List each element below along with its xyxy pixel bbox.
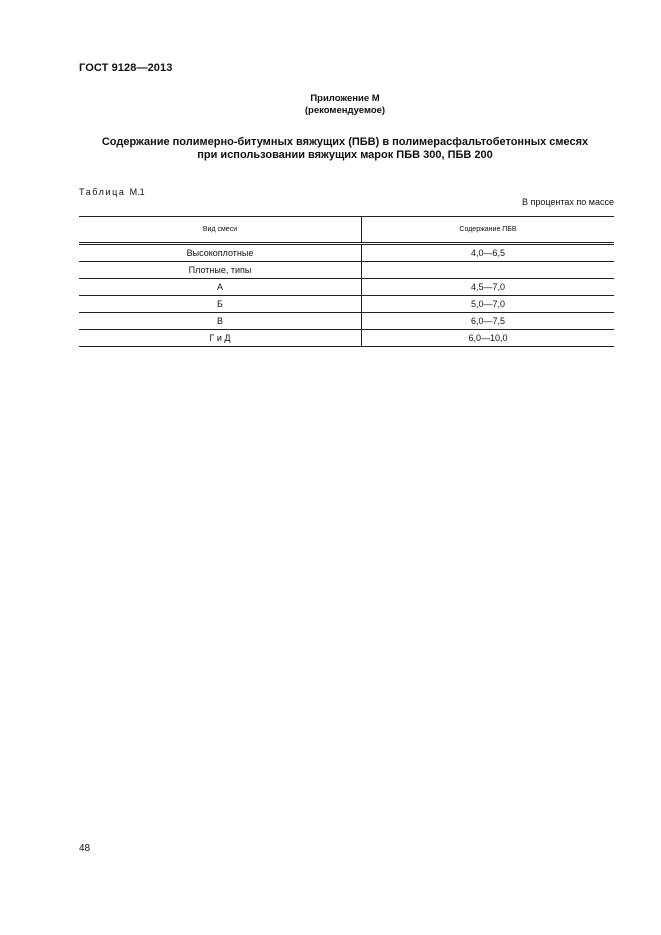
table-label (79, 187, 145, 197)
table-cell-binder-content: 6,0—10,0 (362, 330, 615, 347)
units-note: В процентах по массе (521, 197, 614, 207)
document-heading-line-1: Содержание полимерно-битумных вяжущих (ПБВ) в полимерасфальтобетонных смесях (101, 136, 589, 148)
table-cell-mix-type: Плотные, типы (79, 262, 362, 279)
document-heading (0, 136, 661, 162)
page-number: 48 (79, 843, 91, 854)
table-label-number: М.1 (129, 187, 145, 197)
appendix-status: (рекомендуемое) (304, 105, 386, 116)
table-label-word: Таблица (79, 187, 126, 197)
document-heading-line-2: при использовании вяжущих марок ПБВ 300, ПБВ 200 (197, 149, 493, 161)
column-header-binder-content: Содержание ПБВ (362, 217, 615, 244)
table-cell-binder-content: 4,5—7,0 (362, 279, 615, 296)
table-row (79, 262, 614, 279)
table-cell-mix-type: А (79, 279, 362, 296)
table-cell-binder-content: 4,0—6,5 (362, 244, 615, 262)
table-cell-binder-content (362, 262, 615, 279)
standard-code: ГОСТ 9128—2013 (79, 62, 173, 74)
table-row (79, 279, 614, 296)
table-header-row (79, 217, 614, 244)
table-row (79, 330, 614, 347)
table-row (79, 296, 614, 313)
table-cell-mix-type: Высокоплотные (79, 244, 362, 262)
table-row (79, 313, 614, 330)
appendix-heading (0, 93, 661, 117)
column-header-mix-type: Вид смеси (79, 217, 362, 244)
appendix-title: Приложение М (310, 93, 380, 104)
data-table (79, 216, 614, 347)
table-cell-mix-type: Г и Д (79, 330, 362, 347)
table-cell-mix-type: В (79, 313, 362, 330)
table-cell-binder-content: 5,0—7,0 (362, 296, 615, 313)
table-row (79, 244, 614, 262)
table-cell-binder-content: 6,0—7,5 (362, 313, 615, 330)
table-cell-mix-type: Б (79, 296, 362, 313)
